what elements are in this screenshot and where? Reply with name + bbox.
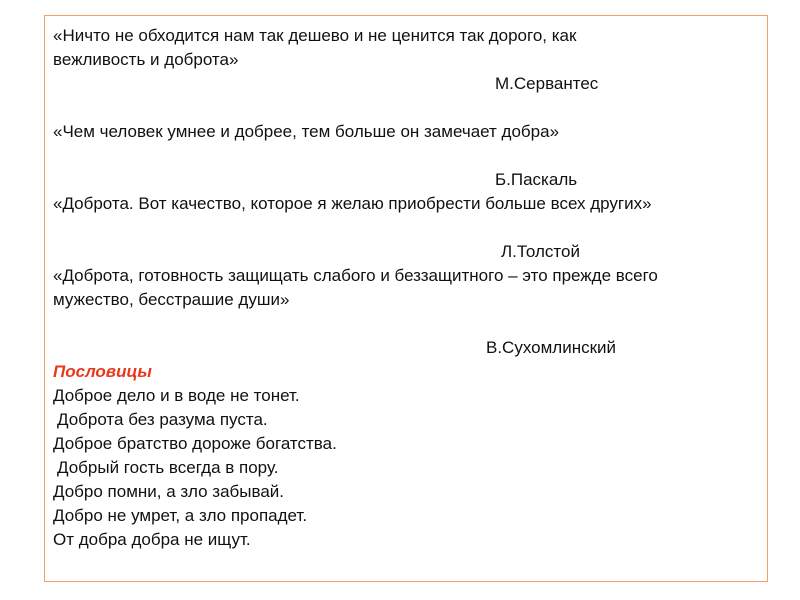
quote-2-line-1: «Чем человек умнее и добрее, тем больше он замечает добра»: [53, 122, 560, 141]
proverb-item: Добро помни, а зло забывай.: [53, 482, 284, 501]
proverb-item: Добрый гость всегда в пору.: [57, 458, 279, 477]
quote-4-author: В.Сухомлинский: [486, 338, 617, 357]
proverb-item: Доброе дело и в воде не тонет.: [53, 386, 300, 405]
quote-4-line-2: мужество, бесстрашие души»: [53, 290, 290, 309]
proverb-item: Добро не умрет, а зло пропадет.: [53, 506, 308, 525]
quote-1-author: М.Сервантес: [495, 74, 599, 93]
proverb-item: От добра добра не ищут.: [53, 530, 251, 549]
quote-1-line-2: вежливость и доброта»: [53, 50, 239, 69]
quote-3-line-1: «Доброта. Вот качество, которое я желаю приобрести больше всех других»: [53, 194, 652, 213]
quote-2-author: Б.Паскаль: [495, 170, 578, 189]
quote-4-line-1: «Доброта, готовность защищать слабого и беззащитного – это прежде всего: [53, 266, 658, 285]
quote-1-line-1: «Ничто не обходится нам так дешево и не ценится так дорого, как: [53, 26, 577, 45]
proverb-item: Доброта без разума пуста.: [57, 410, 268, 429]
quote-3-author: Л.Толстой: [501, 242, 580, 261]
slide-frame: [44, 15, 768, 582]
proverbs-heading: Пословицы: [53, 362, 152, 381]
proverb-item: Доброе братство дороже богатства.: [53, 434, 337, 453]
